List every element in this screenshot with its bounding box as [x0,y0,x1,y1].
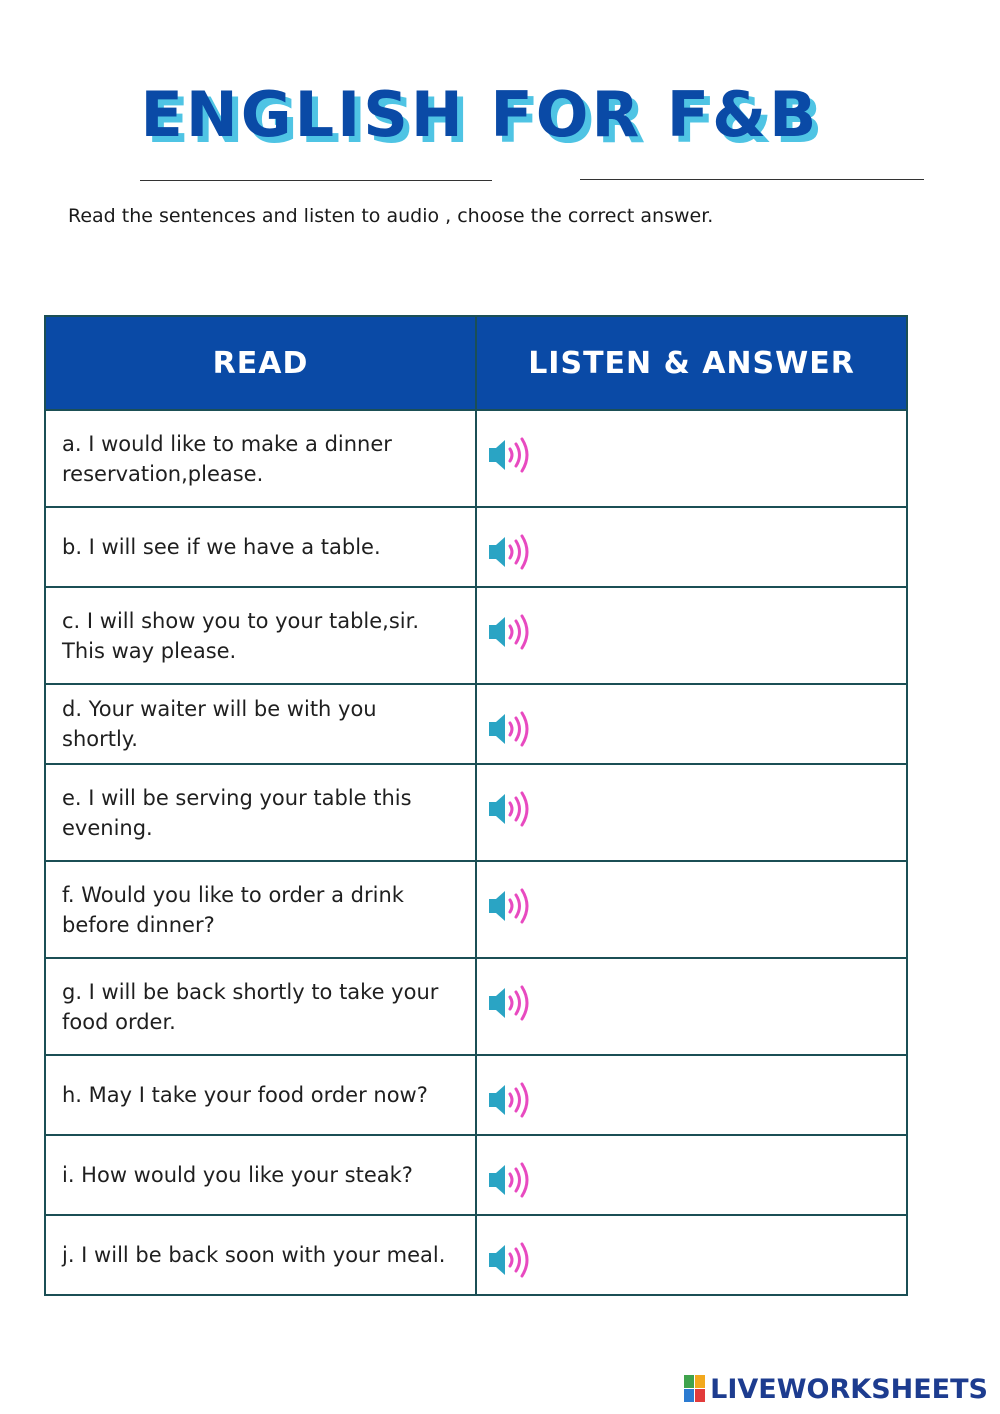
speaker-audio-icon[interactable] [487,709,535,749]
listen-answer-cell[interactable] [476,410,907,507]
listen-answer-column-header: LISTEN & ANSWER [476,316,907,410]
speaker-audio-icon[interactable] [487,983,535,1023]
table-row [45,684,907,764]
read-sentence: j. I will be back soon with your meal. [45,1215,476,1295]
table-header-row [45,316,907,410]
liveworksheets-brand-text: LIVEWORKSHEETS [710,1373,988,1405]
speaker-audio-icon[interactable] [487,886,535,926]
table-row [45,861,907,958]
listen-answer-cell[interactable] [476,684,907,764]
read-column-header: READ [45,316,476,410]
speaker-audio-icon[interactable] [487,612,535,652]
read-sentence: a. I would like to make a dinner reservation,please. [45,410,476,507]
listen-answer-cell[interactable] [476,764,907,861]
date-blank-line [580,179,924,180]
read-sentence: f. Would you like to order a drink before dinner? [45,861,476,958]
table-row [45,507,907,587]
worksheet-table [44,315,908,1296]
read-sentence: e. I will be serving your table this evening. [45,764,476,861]
speaker-audio-icon[interactable] [487,532,535,572]
speaker-audio-icon[interactable] [487,1160,535,1200]
table-row [45,1055,907,1135]
liveworksheets-logo-icon [684,1375,706,1403]
speaker-audio-icon[interactable] [487,789,535,829]
listen-answer-cell[interactable] [476,507,907,587]
listen-answer-cell[interactable] [476,1215,907,1295]
read-sentence: i. How would you like your steak? [45,1135,476,1215]
read-sentence: c. I will show you to your table,sir. This way please. [45,587,476,684]
speaker-audio-icon[interactable] [487,435,535,475]
table-row [45,1215,907,1295]
table-row [45,587,907,684]
speaker-audio-icon[interactable] [487,1240,535,1280]
speaker-audio-icon[interactable] [487,1080,535,1120]
table-row [45,958,907,1055]
read-sentence: d. Your waiter will be with you shortly. [45,684,476,764]
listen-answer-cell[interactable] [476,861,907,958]
listen-answer-cell[interactable] [476,1055,907,1135]
read-sentence: h. May I take your food order now? [45,1055,476,1135]
table-row [45,1135,907,1215]
listen-answer-cell[interactable] [476,587,907,684]
table-row [45,764,907,861]
read-sentence: b. I will see if we have a table. [45,507,476,587]
liveworksheets-logo [684,1372,988,1406]
listen-answer-cell[interactable] [476,958,907,1055]
instructions-text: Read the sentences and listen to audio , choose the correct answer. [68,205,714,227]
name-blank-line [140,180,492,181]
page-title: ENGLISH FOR F&B [140,78,820,151]
read-sentence: g. I will be back shortly to take your food order. [45,958,476,1055]
table-row [45,410,907,507]
listen-answer-cell[interactable] [476,1135,907,1215]
